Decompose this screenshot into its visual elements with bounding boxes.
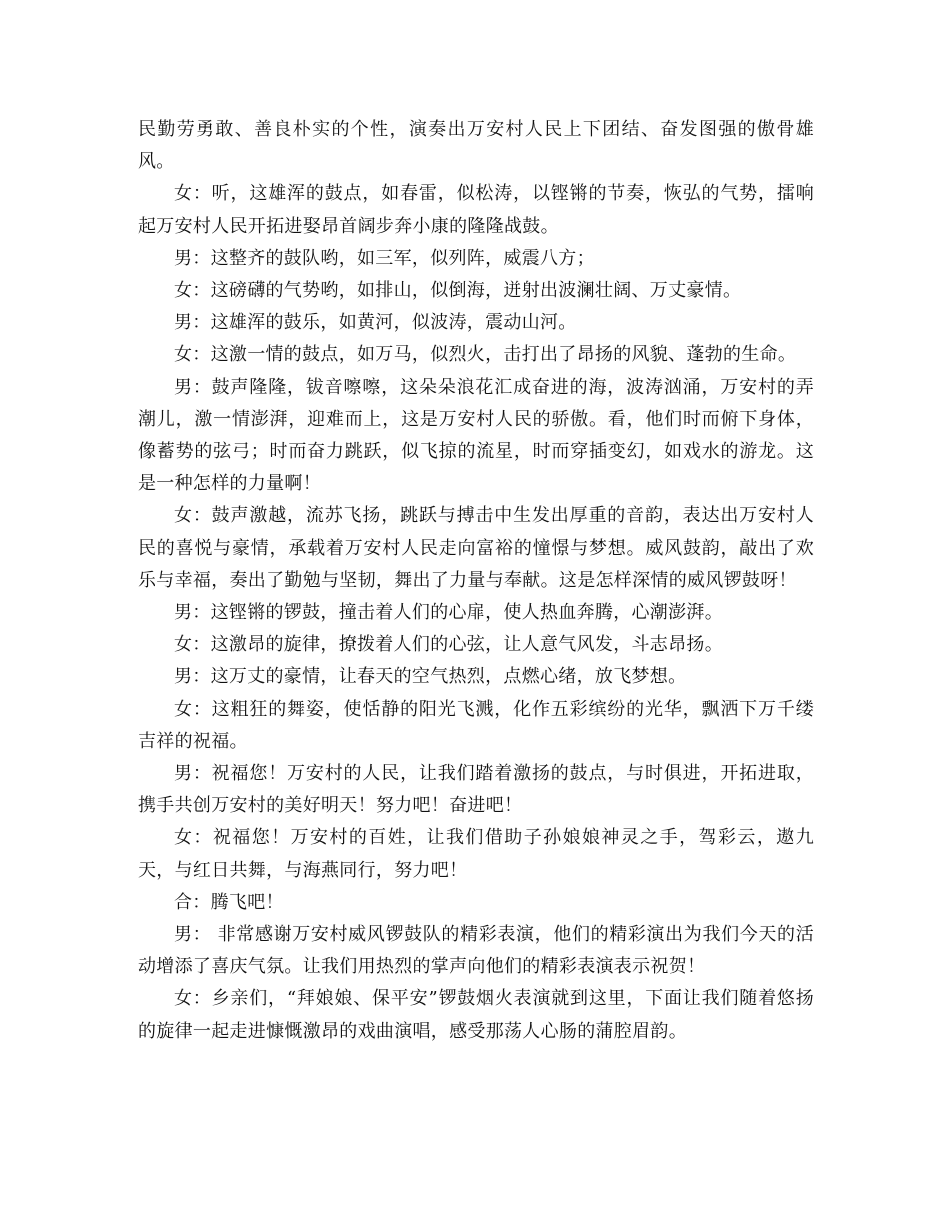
paragraph: 男：这整齐的鼓队哟，如三军，似列阵，威震八方； [174,247,595,269]
paragraph: 男： 非常感谢万安村威风锣鼓队的精彩表演，他们的精彩演出为我们今天的活动增添了喜庆气氛。让我们用热烈的掌声向他们的精彩表演表示祝贺！ [138,924,814,978]
paragraph: 女：这粗狂的舞姿，使恬静的阳光飞溅，化作五彩缤纷的光华，飘洒下万千缕吉祥的祝福。 [138,698,814,752]
paragraph: 男：鼓声隆隆，钹音嚓嚓，这朵朵浪花汇成奋进的海，波涛汹涌，万安村的弄潮儿，激一情澎湃，迎难而上，这是万安村人民的骄傲。看，他们时而俯下身体，像蓄势的弦弓；时而奋力跳跃，似飞掠的流星，时而穿插变幻，如戏水的游龙。这是一种怎样的力量啊！ [138,376,814,495]
paragraph: 女：祝福您！万安村的百姓，让我们借助子孙娘娘神灵之手，驾彩云，遨九天，与红日共舞，与海燕同行，努力吧！ [138,827,814,881]
paragraph: 民勤劳勇敢、善良朴实的个性，演奏出万安村人民上下团结、奋发图强的傲骨雄风。 [138,119,814,173]
paragraph: 男：这铿锵的锣鼓，撞击着人们的心扉，使人热血奔腾，心潮澎湃。 [174,602,723,624]
paragraph: 男：这雄浑的鼓乐，如黄河，似波涛，震动山河。 [174,312,577,334]
paragraph: 女：这激昂的旋律，撩拨着人们的心弦，让人意气风发，斗志昂扬。 [174,634,723,656]
paragraph: 男：这万丈的豪情，让春天的空气热烈，点燃心绪，放飞梦想。 [174,666,687,688]
paragraph: 女：鼓声激越，流苏飞扬，跳跃与搏击中生发出厚重的音韵，表达出万安村人民的喜悦与豪情，承载着万安村人民走向富裕的憧憬与梦想。威风鼓韵，敲出了欢乐与幸福，奏出了勤勉与坚韧，舞出了力量与奉献。这是怎样深情的威风锣鼓呀！ [138,505,814,591]
paragraph: 女：听，这雄浑的鼓点，如春雷，似松涛，以铿锵的节奏，恢弘的气势，擂响起万安村人民开拓进娶昂首阔步奔小康的隆隆战鼓。 [138,183,814,237]
paragraph: 男：祝福您！万安村的人民，让我们踏着激扬的鼓点，与时俱进，开拓进取，携手共创万安村的美好明天！努力吧！奋进吧！ [138,763,814,817]
paragraph: 女：这磅礴的气势哟，如排山，似倒海，迸射出波澜壮阔、万丈豪情。 [174,280,742,302]
paragraph: 女：这激一情的鼓点，如万马，似烈火，击打出了昂扬的风貌、蓬勃的生命。 [174,344,797,366]
paragraph: 女：乡亲们，“拜娘娘、保平安”锣鼓烟火表演就到这里，下面让我们随着悠扬的旋律一起走进慷慨激昂的戏曲演唱，感受那荡人心肠的蒲腔眉韵。 [138,988,814,1042]
document-body [138,114,814,1048]
paragraph: 合：腾飞吧！ [174,891,284,913]
